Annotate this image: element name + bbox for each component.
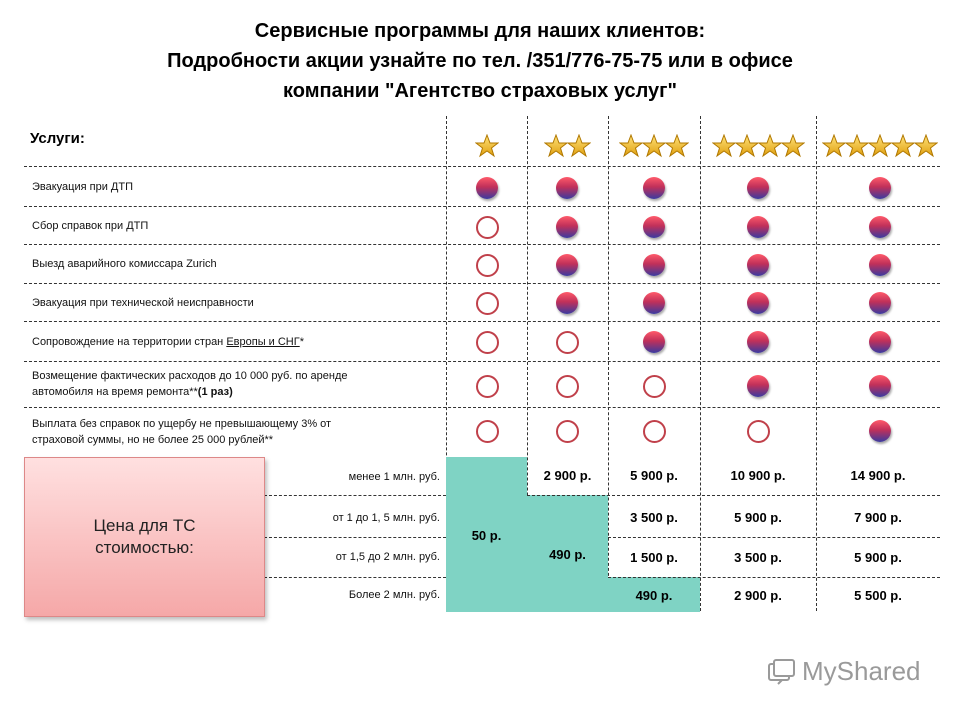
price-range-label: Более 2 млн. руб. [348, 589, 440, 601]
included-mark [747, 375, 769, 397]
row-divider [264, 577, 446, 578]
not-included-mark [556, 331, 579, 354]
included-mark [643, 216, 665, 238]
not-included-mark [643, 375, 666, 398]
price-level1: 50 р. [471, 528, 502, 543]
included-mark [869, 177, 891, 199]
included-mark [556, 254, 578, 276]
row-divider [608, 537, 940, 538]
not-included-mark [476, 375, 499, 398]
included-mark [643, 254, 665, 276]
title-line-2: Подробности акции узнайте по тел. /351/776-75-75 или в офисе [167, 50, 793, 72]
service-label-text: * [299, 336, 304, 348]
row-divider [264, 495, 446, 496]
price-range-label: от 1,5 до 2 млн. руб. [335, 551, 440, 563]
price-level2-first: 2 900 р. [543, 468, 592, 483]
star-icon [642, 134, 666, 158]
not-included-mark [476, 216, 499, 239]
service-label-line: Возмещение фактических расходов до 10 000 руб. по аренде [32, 370, 348, 382]
not-included-mark [476, 420, 499, 443]
included-mark [869, 254, 891, 276]
service-label: Эвакуация при ДТП [32, 181, 133, 193]
price-level2-rest: 490 р. [549, 547, 586, 562]
price-level3: 1 500 р. [630, 550, 678, 565]
star-icon [891, 134, 915, 158]
services-header: Услуги: [30, 130, 85, 147]
star-icon [822, 134, 846, 158]
price-level4: 10 900 р. [730, 468, 786, 483]
service-label [32, 334, 304, 350]
row-divider [608, 577, 940, 578]
included-mark [747, 216, 769, 238]
row-divider [527, 495, 940, 496]
star-icon [712, 134, 736, 158]
title-line-3: компании "Агентство страховых услуг" [283, 80, 677, 102]
service-label-line: страховой суммы, но не более 25 000 рублей** [32, 434, 274, 446]
star-icon [619, 134, 643, 158]
price-caption-line: стоимостью: [95, 538, 194, 557]
star-icon [567, 134, 591, 158]
price-level4: 2 900 р. [734, 588, 782, 603]
slides-icon [768, 659, 796, 685]
watermark-text: MyShared [802, 656, 921, 686]
service-label-line: Выплата без справок по ущербу не превышающему 3% от [32, 418, 332, 430]
not-included-mark [476, 292, 499, 315]
not-included-mark [556, 375, 579, 398]
service-label: Выезд аварийного комиссара Zurich [32, 258, 217, 270]
watermark [768, 656, 921, 687]
star-icon [544, 134, 568, 158]
price-level3: 3 500 р. [630, 510, 678, 525]
service-label: Эвакуация при технической неисправности [32, 297, 254, 309]
star-icon [781, 134, 805, 158]
included-mark [643, 331, 665, 353]
service-label: Сбор справок при ДТП [32, 220, 149, 232]
price-range-label: от 1 до 1, 5 млн. руб. [332, 512, 440, 524]
price-level4: 5 900 р. [734, 510, 782, 525]
not-included-mark [747, 420, 770, 443]
star-icon [914, 134, 938, 158]
service-label-bold: (1 раз) [197, 386, 233, 398]
included-mark [556, 292, 578, 314]
included-mark [643, 177, 665, 199]
service-label-text: автомобиля на время ремонта** [32, 386, 198, 398]
price-level4: 3 500 р. [734, 550, 782, 565]
price-level5: 5 900 р. [854, 550, 902, 565]
price-level5: 7 900 р. [854, 510, 902, 525]
included-mark [869, 420, 891, 442]
service-label [32, 416, 331, 448]
price-range-label: менее 1 млн. руб. [348, 471, 440, 483]
star-icon [845, 134, 869, 158]
price-level3: 490 р. [635, 588, 673, 603]
price-caption-line: Цена для ТС [93, 516, 196, 535]
price-level3: 5 900 р. [630, 468, 678, 483]
service-label-text: Сопровождение на территории стран [32, 336, 227, 348]
price-level5: 5 500 р. [854, 588, 902, 603]
included-mark [476, 177, 498, 199]
star-icon [665, 134, 689, 158]
included-mark [643, 292, 665, 314]
service-label-link[interactable]: Европы и СНГ [226, 336, 300, 348]
title-line-1: Сервисные программы для наших клиентов: [254, 20, 706, 42]
included-mark [747, 254, 769, 276]
included-mark [869, 292, 891, 314]
not-included-mark [556, 420, 579, 443]
included-mark [747, 331, 769, 353]
page-title [0, 16, 960, 106]
included-mark [869, 375, 891, 397]
service-label [32, 368, 347, 400]
price-level5: 14 900 р. [850, 468, 906, 483]
star-icon [475, 134, 499, 158]
included-mark [869, 331, 891, 353]
service-label-line [32, 384, 347, 400]
star-icon [758, 134, 782, 158]
included-mark [747, 292, 769, 314]
not-included-mark [476, 254, 499, 277]
included-mark [869, 216, 891, 238]
not-included-mark [476, 331, 499, 354]
not-included-mark [643, 420, 666, 443]
price-caption-box [24, 457, 265, 617]
included-mark [556, 177, 578, 199]
star-icon [735, 134, 759, 158]
star-icon [868, 134, 892, 158]
included-mark [556, 216, 578, 238]
row-divider [264, 537, 446, 538]
included-mark [747, 177, 769, 199]
